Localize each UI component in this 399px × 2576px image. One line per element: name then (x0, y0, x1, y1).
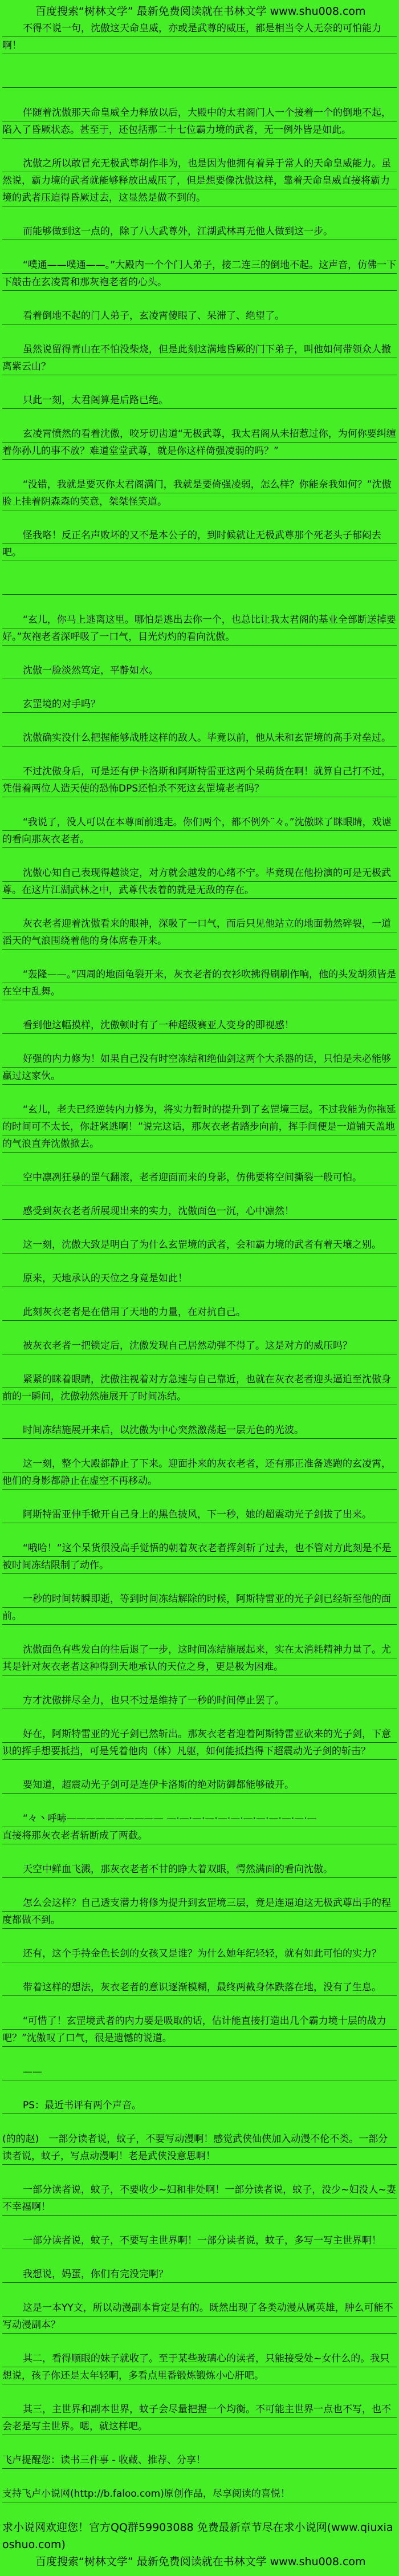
paragraph: 看到他这幅摸样，沈傲顿时有了一种超级赛亚人变身的即视感！ (2, 1017, 397, 1034)
paragraph: 沈傲一脸淡然笃定，平静如水。 (2, 662, 397, 679)
paragraph: 而能够做到这一点的，除了八大武尊外，江湖武林再无他人做到这一步。 (2, 223, 397, 240)
paragraph: 我想说，妈蛋，你们有完没完啊？ (2, 2266, 397, 2283)
paragraph: 要知道，超震动光子剑可是连伊卡洛斯的绝对防御都能够破开。 (2, 1776, 397, 1794)
paragraph: 带着这样的想法，灰衣老者的意识逐渐模糊，最终两截身体跌落在地，没有了生息。 (2, 1979, 397, 1996)
novel-text (2, 3, 397, 2570)
paragraph: 此刻灰衣老者是在借用了天地的力量，在对抗自己。 (2, 1304, 397, 1321)
paragraph: 怎么会这样？自己透支潜力将修为提升到玄罡境三层，竟是连逼迫这无极武尊出手的程度都做不到。 (2, 1895, 397, 1929)
paragraph: 天空中鲜血飞溅，那灰衣老者不甘的睁大着双眼，愕然满面的看向沈傲。 (2, 1861, 397, 1878)
paragraph: “哦哈！”这个呆货很没高手觉悟的朝着灰衣老者挥剑斩了过去，也不管对方此刻是不是被时间冻结限制了动作。 (2, 1540, 397, 1574)
paragraph: 怪我咯！反正名声败坏的又不是本公子的，到时候就让无极武尊那个死老头子郁闷去吧。 (2, 527, 397, 561)
paragraph: “噗通——噗通——。”大殿内一个个门人弟子，接二连三的倒地不起。这声音，仿佛一下下敲击在玄凌霄和那灰袍老者的心头。 (2, 257, 397, 291)
paragraph: “我说了，没人可以在本尊面前逃走。你们两个，都不例外¨々。”沈傲眯了眯眼睛，戏谑的看向那灰衣老者。 (2, 814, 397, 848)
paragraph: 沈傲面色有些发白的往后退了一步，这时间冻结施展起来，实在太消耗精神力量了。尤其是针对灰衣老者这种得到天地承认的天位之身，更是极为困难。 (2, 1641, 397, 1676)
paragraph: 方才沈傲拼尽全力，也只不过是维持了一秒的时间停止罢了。 (2, 1692, 397, 1709)
qiuxiaoshuo-promo-line: 求小说网欢迎您！官方QQ群59903088 免费最新章节尽在求小说网(www.qiuxiaoshuo.com) (2, 2521, 393, 2551)
site-header-promo: 百度搜索“树林文学” 最新免费阅读就在书林文学 www.shu008.com (35, 5, 366, 18)
paragraph: 不得不说一句，沈傲这天命皇威，亦或是武尊的威压，都是相当令人无奈的可怕能力啊！ (2, 20, 397, 54)
paragraph: 沈傲确实没什么把握能够战胜这样的敌人。毕竟以前，他从未和玄罡境的高手对垒过。 (2, 729, 397, 747)
paragraph: —— (2, 2063, 397, 2080)
paragraph: 玄凌霄愤然的看着沈傲，咬牙切齿道“无极武尊，我太君阁从未招惹过你，为何你要纠缠着你孙儿的事不放？难道堂堂武尊，就是你这样倚强凌弱的吗？” (2, 425, 397, 460)
paragraph: “可惜了！玄罡境武者的内力要是吸取的话，估计能直接打造出几个霸力境十层的战力吧？”沈傲叹了口气，很是遗憾的说道。 (2, 2013, 397, 2047)
faloo-reminder-line: 飞卢提醒您：读书三件事 - 收藏、推荐、分享！ (2, 2452, 397, 2469)
paragraph: 原来，天地承认的天位之身竟是如此！ (2, 1270, 397, 1287)
paragraph: PS：最近书评有两个声音。 (2, 2097, 397, 2114)
paragraph: 一部分读者说，蚊子，不要收少~妇和非处啊！一部分读者说，蚊子，没少~妇没人~妻不幸福啊！ (2, 2181, 397, 2216)
faloo-support-line: 支持飞卢小说网(http://b.faloo.com)原创作品，尽享阅读的喜悦！ (2, 2485, 397, 2502)
paragraph: 这一刻，整个大殿都静止了下来。迎面扑来的灰衣老者，还有那正准备逃跑的玄凌霄，他们的身影都静止在虚空不再移动。 (2, 1455, 397, 1490)
paragraph: 阿斯特雷亚伸手掀开自己身上的黑色披风，下一秒，她的超震动光子剑拔了出来。 (2, 1506, 397, 1523)
paragraph: “玄儿，老夫已经逆转内力修为，将实力暂时的提升到了玄罡境三层。不过我能为你拖延的时间可不太长，你赶紧逃啊！”说完这话，那灰衣老者踏步向前，挥手间便是一道铺天盖地的气浪直奔沈傲掀去。 (2, 1101, 397, 1153)
paragraph: “々丶呼哧—————————— —·—·—·—·—·—·—·—·—·—·—·— (2, 1810, 397, 1827)
paragraph: (的的赵) 一部分读者说，蚊子，不要写动漫啊！感觉武侠仙侠加入动漫不伦不类。一部分读者说，蚊子，写点动漫啊！老是武侠没意思啊！ (2, 2131, 397, 2165)
paragraph: 这一刻，沈傲大致是明白了为什么玄罡境的武者，会和霸力境的武者有着天壤之别。 (2, 1236, 397, 1253)
paragraph: 被灰衣老者一把锁定后，沈傲发现自己居然动弹不得了。这是对方的威压吗？ (2, 1337, 397, 1354)
paragraph: 伴随着沈傲那天命皇威全力释放以后，大殿中的太君阁门人一个接着一个的倒地不起，陷入了昏厥状态。甚至于，还包括那二十七位霸力境的武者，无一例外皆是如此。 (2, 104, 397, 139)
paragraph: 虽然说留得青山在不怕没柴烧，但是此刻这满地昏厥的门下弟子，叫他如何带领众人撤离紫云山？ (2, 341, 397, 375)
paragraph: 感受到灰衣老者所展现出来的实力，沈傲面色一沉，心中凛然！ (2, 1203, 397, 1220)
paragraph: 直接将那灰衣老者斩断成了两截。 (2, 1827, 397, 1844)
paragraph: 还有，这个手持金色长剑的女孩又是谁？为什么她年纪轻轻，就有如此可怕的实力？ (2, 1945, 397, 1962)
paragraph: 一部分读者说，蚊子，不要写主世界啊！一部分读者说，蚊子，多写一写主世界啊！ (2, 2232, 397, 2249)
blank-underlined-line (2, 578, 397, 595)
blank-underlined-line (2, 71, 397, 88)
paragraph: 时间冻结施展开来后，以沈傲为中心突然激荡起一层无色的光波。 (2, 1422, 397, 1439)
paragraph: 看着倒地不起的门人弟子，玄凌霄傻眼了、呆滞了、绝望了。 (2, 307, 397, 324)
paragraph: “没错，我就是要灭你太君阁满门，我就是要倚强凌弱，怎么样？你能奈我如何？”沈傲脸上挂着阴森森的笑意，桀桀怪笑道。 (2, 476, 397, 510)
paragraph: 好在，阿斯特雷亚的光子剑已然斩出。那灰衣老者迎着阿斯特雷亚砍来的光子剑，下意识的挥手想要抵挡，可是凭着他肉（体）凡躯，如何能抵挡得下超震动光子剑的斩击？ (2, 1726, 397, 1760)
paragraph: 沈傲之所以敢冒充无极武尊胡作非为，也是因为他拥有着异于常人的天命皇威能力。虽然说，霸力境的武者就能够释放出威压了，但是想要像沈傲这样，靠着天命皇威直接将霸力境的武者压迫得昏厥过去，这显然是做不到的。 (2, 155, 397, 206)
paragraph: 这是一本YY文，所以动漫副本肯定是有的。既然出现了各类动漫从属英雄，肿么可能不写动漫副本？ (2, 2299, 397, 2334)
paragraph: 其二，看得顺眼的妹子就收了。至于某些玻璃心的读者，只能接受处~女什么的。我只想说，孩子你还是太年轻啊，多看点里番锻炼锻炼小心肝吧。 (2, 2350, 397, 2384)
paragraph: “轰隆——。”四周的地面龟裂开来，灰衣老者的衣衫吹拂得刷刷作响，他的头发胡须皆是在空中乱舞。 (2, 966, 397, 1000)
paragraph: 好强的内力修为！如果自己没有时空冻结和绝仙剑这两个大杀器的话，只怕是未必能够赢过这家伙。 (2, 1050, 397, 1085)
paragraph: 其三，主世界和副本世界，蚊子会尽量把握一个均衡。不可能主世界一点也不写，也不会老是写主世界。嗯，就这样吧。 (2, 2401, 397, 2435)
paragraph: 一秒的时间转瞬即逝，等到时间冻结解除的时候，阿斯特雷亚的光子剑已经斩至他的面前。 (2, 1591, 397, 1625)
paragraph: 灰衣老者迎着沈傲看来的眼神，深吸了一口气，而后只见他站立的地面勃然碎裂，一道滔天的气浪围绕着他的身体席卷开来。 (2, 915, 397, 950)
paragraph: 只此一刻，太君阁算是后路已绝。 (2, 392, 397, 409)
paragraph: 紧紧的眯着眼睛，沈傲注视着对方急速与自己靠近，也就在灰衣老者迎头逼迫至沈傲身前的一瞬间，沈傲勃然施展开了时间冻结。 (2, 1371, 397, 1405)
paragraph: 空中凛冽狂暴的罡气翻滚，老者迎面而来的身影，仿佛要将空间撕裂一般可怕。 (2, 1169, 397, 1186)
paragraph: “玄儿，你马上逃离这里。哪怕是逃出去你一个，也总比让我太君阁的基业全部断送掉要好。”灰袍老者深呼吸了一口气，目光灼灼的看向沈傲。 (2, 611, 397, 646)
paragraph: 不过沈傲身后，可是还有伊卡洛斯和阿斯特雷亚这两个呆萌货在啊！就算自己打不过，凭借着两位人造天使的恐怖DPS还怕杀不死这玄罡境老者吗？ (2, 763, 397, 797)
paragraph: 沈傲心知自己表现得越淡定，对方就会越发的心绪不宁。毕竟现在他扮演的可是无极武尊。在这片江湖武林之中，武尊代表着的就是无敌的存在。 (2, 865, 397, 899)
site-footer-promo: 百度搜索“树林文学” 最新免费阅读就在书林文学 www.shu008.com (35, 2555, 366, 2568)
paragraph: 玄罡境的对手吗？ (2, 696, 397, 713)
